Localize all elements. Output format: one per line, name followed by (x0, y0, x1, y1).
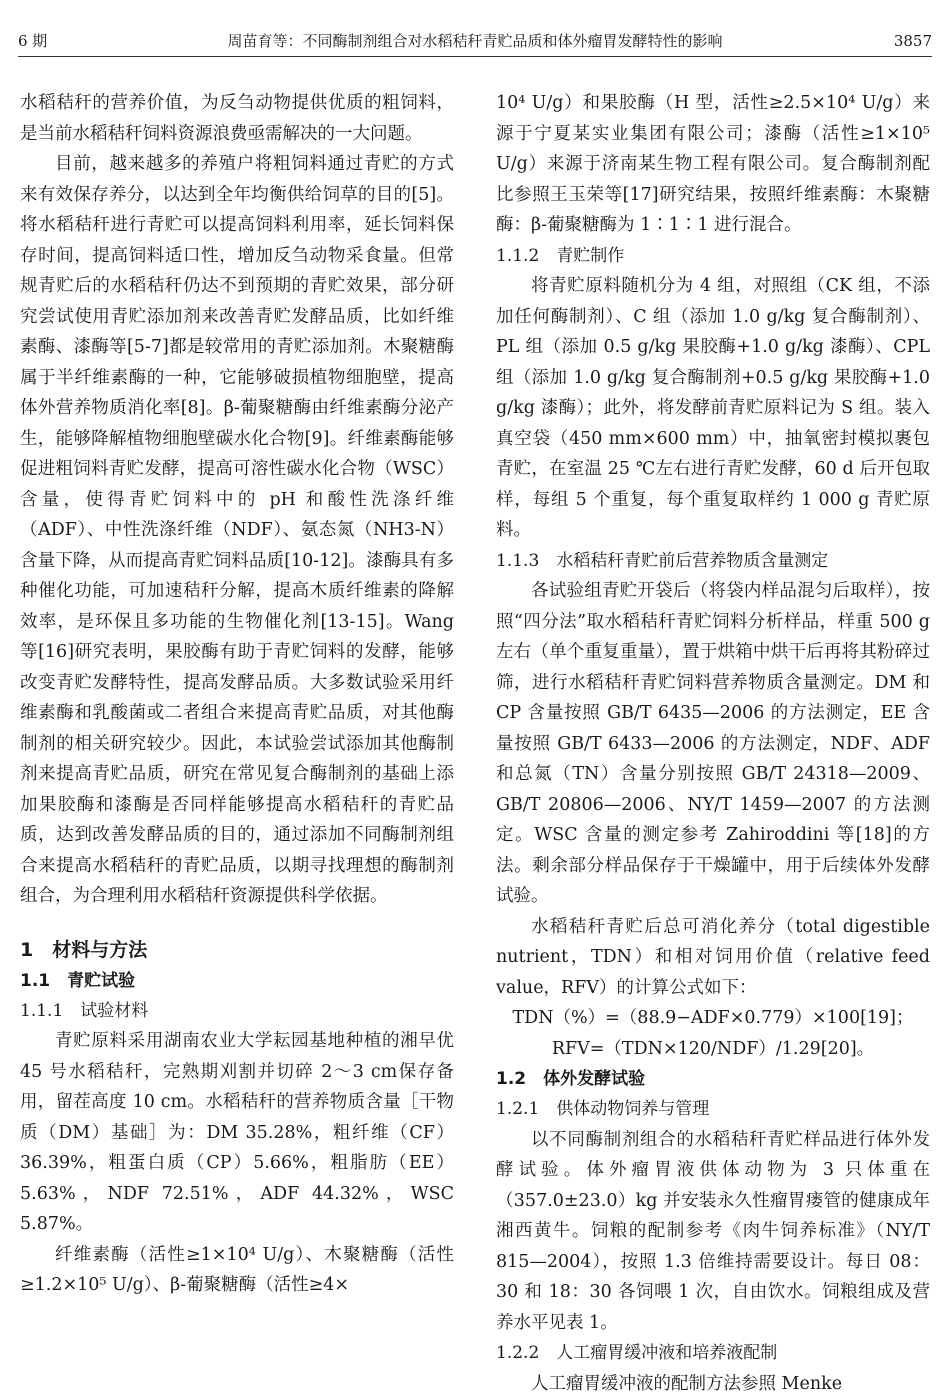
paragraph: 青贮原料采用湖南农业大学耘园基地种植的湘早优 45 号水稻秸秆，完熟期刈割并切碎 2～3 cm保存备用，留茬高度 10 cm。水稻秸秆的营养物质含量［干物质（DM）基础］为：DM 35.28%，粗纤维（CF）36.39%，粗蛋白质（CP）5.66%，粗脂肪（EE）5.63%，NDF 72.51%，ADF 44.32%，WSC 5.87%。 (20, 1026, 454, 1240)
subsubsection-heading: 1.1.1 试验材料 (20, 996, 454, 1027)
paragraph: 10⁴ U/g）和果胶酶（H 型，活性≥2.5×10⁴ U/g）来源于宁夏某实业集团有限公司；漆酶（活性≥1×10⁵ U/g）来源于济南某生物工程有限公司。复合酶制剂配比参照王玉荣等[17]研究结果，按照纤维素酶：木聚糖酶：β-葡聚糖酶为 1∶1∶1 进行混合。 (496, 88, 930, 241)
paragraph: 各试验组青贮开袋后（将袋内样品混匀后取样），按照“四分法”取水稻秸秆青贮饲料分析样品，样重 500 g 左右（单个重复重量），置于烘箱中烘干后再将其粉碎过筛，进行水稻秸秆青贮饲料营养物质含量测定。DM 和 CP 含量按照 GB/T 6435—2006 的方法测定，EE 含量按照 GB/T 6433—2006 的方法测定，NDF、ADF 和总氮（TN）含量分别按照 GB/T 24318—2009、GB/T 20806—2006、NY/T 1459—2007 的方法测定。WSC 含量的测定参考 Zahiroddini 等[18]的方法。剩余部分样品保存于干燥罐中，用于后续体外发酵试验。 (496, 576, 930, 912)
paragraph: 水稻秸秆的营养价值，为反刍动物提供优质的粗饲料，是当前水稻秸秆饲料资源浪费亟需解决的一大问题。 (20, 88, 454, 149)
running-header (18, 30, 932, 57)
subsection-heading: 1.1 青贮试验 (20, 966, 454, 996)
subsection-heading: 1.2 体外发酵试验 (496, 1064, 930, 1094)
section-heading: 1 材料与方法 (20, 934, 454, 966)
page-number: 3857 (894, 30, 932, 52)
issue-number: 6 期 (18, 30, 47, 52)
running-title: 周苗育等：不同酶制剂组合对水稻秸秆青贮品质和体外瘤胃发酵特性的影响 (18, 30, 932, 52)
paragraph: 以不同酶制剂组合的水稻秸秆青贮样品进行体外发酵试验。体外瘤胃液供体动物为 3 只体重在（357.0±23.0）kg 并安装永久性瘤胃瘘管的健康成年湘西黄牛。饲粮的配制参考《肉牛饲养标准》（NY/T 815—2004），按照 1.3 倍维持需要设计。每日 08：30 和 18：30 各饲喂 1 次，自由饮水。饲粮组成及营养水平见表 1。 (496, 1125, 930, 1339)
subsubsection-heading: 1.2.2 人工瘤胃缓冲液和培养液配制 (496, 1338, 930, 1369)
formula-rfv: RFV=（TDN×120/NDF）/1.29[20]。 (496, 1034, 930, 1065)
formula-tdn: TDN（%）=（88.9−ADF×0.779）×100[19]； (496, 1003, 930, 1034)
subsubsection-heading: 1.2.1 供体动物饲养与管理 (496, 1094, 930, 1125)
left-column (20, 88, 454, 1301)
subsubsection-heading: 1.1.2 青贮制作 (496, 241, 930, 272)
paragraph: 人工瘤胃缓冲液的配制方法参照 Menke (496, 1369, 930, 1399)
paragraph: 水稻秸秆青贮后总可消化养分（total digestible nutrient，TDN）和相对饲用价值（relative feed value，RFV）的计算公式如下： (496, 912, 930, 1004)
paragraph: 目前，越来越多的养殖户将粗饲料通过青贮的方式来有效保存养分，以达到全年均衡供给饲草的目的[5]。将水稻秸秆进行青贮可以提高饲料利用率，延长饲料保存时间，提高饲料适口性，增加反刍动物采食量。但常规青贮后的水稻秸秆仍达不到预期的青贮效果，部分研究尝试使用青贮添加剂来改善青贮发酵品质，比如纤维素酶、漆酶等[5-7]都是较常用的青贮添加剂。木聚糖酶属于半纤维素酶的一种，它能够破损植物细胞壁，提高体外营养物质消化率[8]。β-葡聚糖酶由纤维素酶分泌产生，能够降解植物细胞壁碳水化合物[9]。纤维素酶能够促进粗饲料青贮发酵，提高可溶性碳水化合物（WSC）含量，使得青贮饲料中的 pH 和酸性洗涤纤维（ADF）、中性洗涤纤维（NDF）、氨态氮（NH3-N）含量下降，从而提高青贮饲料品质[10-12]。漆酶具有多种催化功能，可加速秸秆分解，提高木质纤维素的降解效率，是环保且多功能的生物催化剂[13-15]。Wang 等[16]研究表明，果胶酶有助于青贮饲料的发酵，能够改变青贮发酵特性，提高发酵品质。大多数试验采用纤维素酶和乳酸菌或二者组合来提高青贮品质，对其他酶制剂的相关研究较少。因此，本试验尝试添加其他酶制剂来提高青贮品质，研究在常见复合酶制剂的基础上添加果胶酶和漆酶是否同样能够提高水稻秸秆的青贮品质，达到改善发酵品质的目的，通过添加不同酶制剂组合来提高水稻秸秆的青贮品质，以期寻找理想的酶制剂组合，为合理利用水稻秸秆资源提供科学依据。 (20, 149, 454, 912)
paragraph: 将青贮原料随机分为 4 组，对照组（CK 组，不添加任何酶制剂）、C 组（添加 1.0 g/kg 复合酶制剂）、PL 组（添加 0.5 g/kg 果胶酶+1.0 g/kg 漆酶）、CPL 组（添加 1.0 g/kg 复合酶制剂+0.5 g/kg 果胶酶+1.0 g/kg 漆酶）；此外，将发酵前青贮原料记为 S 组。装入真空袋（450 mm×600 mm）中，抽氧密封模拟裹包青贮，在室温 25 ℃左右进行青贮发酵，60 d 后开包取样，每组 5 个重复，每个重复取样约 1 000 g 青贮原料。 (496, 271, 930, 546)
subsubsection-heading: 1.1.3 水稻秸秆青贮前后营养物质含量测定 (496, 546, 930, 577)
right-column (496, 88, 930, 1399)
paragraph: 纤维素酶（活性≥1×10⁴ U/g）、木聚糖酶（活性≥1.2×10⁵ U/g）、β-葡聚糖酶（活性≥4× (20, 1240, 454, 1301)
